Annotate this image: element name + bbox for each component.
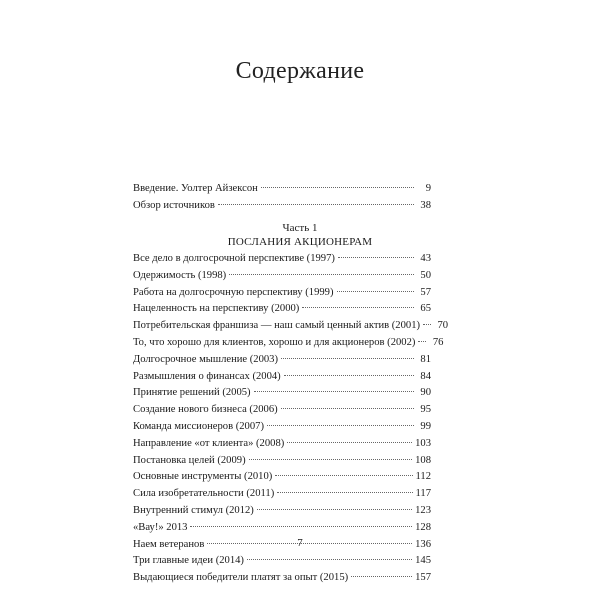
dot-leader bbox=[229, 274, 414, 275]
toc-entry-title: Выдающиеся победители платят за опыт (2015) bbox=[133, 572, 349, 584]
toc-entry-title: Направление «от клиента» (2008) bbox=[133, 437, 285, 449]
toc-entry-page: 108 bbox=[415, 454, 431, 466]
toc-entry bbox=[133, 301, 431, 318]
toc-entry-title: Основные инструменты (2010) bbox=[133, 471, 273, 483]
toc-entry bbox=[133, 352, 431, 369]
toc-entry bbox=[133, 419, 431, 436]
dot-leader bbox=[247, 559, 412, 560]
dot-leader bbox=[418, 341, 426, 342]
toc-entry-title: Наем ветеранов bbox=[133, 538, 205, 550]
toc-entry-page: 65 bbox=[420, 303, 431, 315]
toc-entry-page: 81 bbox=[420, 353, 431, 365]
toc-entry bbox=[133, 369, 431, 386]
toc-entry-page: 145 bbox=[415, 555, 431, 567]
dot-leader bbox=[190, 526, 412, 527]
toc-entry-title: Принятие решений (2005) bbox=[133, 387, 251, 399]
toc-entry bbox=[133, 268, 431, 285]
toc-entry-page: 123 bbox=[415, 504, 431, 516]
toc-entry bbox=[133, 402, 431, 419]
toc-entry-page: 57 bbox=[420, 286, 431, 298]
toc-entry-title: Одержимость (1998) bbox=[133, 269, 227, 281]
toc-entry-title: Нацеленность на перспективу (2000) bbox=[133, 303, 300, 315]
toc-entry-page: 157 bbox=[415, 572, 431, 584]
toc-entry bbox=[133, 181, 431, 198]
dot-leader bbox=[254, 391, 414, 392]
toc-entry-title: Долгосрочное мышление (2003) bbox=[133, 353, 279, 365]
toc-entry-page: 90 bbox=[420, 387, 431, 399]
toc-entry-page: 70 bbox=[437, 320, 449, 332]
toc-entry-page: 50 bbox=[420, 269, 431, 281]
toc-entry-page: 76 bbox=[432, 336, 444, 348]
page-title: Содержание bbox=[235, 58, 365, 84]
toc-entry bbox=[133, 503, 431, 520]
toc-entry-title: Команда миссионеров (2007) bbox=[133, 420, 264, 432]
dot-leader bbox=[218, 204, 414, 205]
dot-leader bbox=[281, 358, 414, 359]
dot-leader bbox=[337, 291, 415, 292]
toc-entry-title: «Вау!» 2013 bbox=[133, 521, 188, 533]
dot-leader bbox=[338, 257, 414, 258]
dot-leader bbox=[277, 492, 412, 493]
toc-entry-title: Размышления о финансах (2004) bbox=[133, 370, 281, 382]
toc-entry-page: 112 bbox=[415, 471, 431, 483]
toc-entry bbox=[133, 553, 431, 570]
toc-entry-page: 43 bbox=[420, 253, 431, 264]
toc-entry-title: Обзор источников bbox=[133, 199, 215, 211]
toc-entry bbox=[133, 285, 431, 302]
dot-leader bbox=[284, 375, 414, 376]
toc-entry bbox=[133, 335, 444, 352]
dot-leader bbox=[257, 509, 412, 510]
toc-intro-list bbox=[133, 181, 431, 215]
part-number: Часть 1 bbox=[282, 222, 318, 234]
toc-entry bbox=[133, 486, 431, 503]
dot-leader bbox=[261, 187, 414, 188]
part-title: ПОСЛАНИЯ АКЦИОНЕРАМ bbox=[227, 236, 373, 248]
toc-entry-page: 117 bbox=[415, 488, 431, 500]
dot-leader bbox=[302, 307, 414, 308]
toc-entry-title: Сила изобретательности (2011) bbox=[133, 488, 275, 500]
dot-leader bbox=[423, 324, 431, 325]
toc-entry bbox=[133, 453, 431, 470]
dot-leader bbox=[281, 408, 414, 409]
toc-entry-page: 84 bbox=[420, 370, 431, 382]
toc-entry-page: 99 bbox=[420, 420, 431, 432]
toc-entry-page: 136 bbox=[415, 538, 431, 550]
toc-entry-title: Создание нового бизнеса (2006) bbox=[133, 404, 278, 416]
toc-entry bbox=[133, 198, 431, 215]
toc-entry bbox=[133, 469, 431, 486]
dot-leader bbox=[249, 459, 413, 460]
dot-leader bbox=[275, 475, 412, 476]
toc-entry-page: 95 bbox=[420, 404, 431, 416]
toc-entry bbox=[133, 385, 431, 402]
dot-leader bbox=[287, 442, 412, 443]
toc-entry-title: Работа на долгосрочную перспективу (1999) bbox=[133, 286, 334, 298]
toc-entry-title: Все дело в долгосрочной перспективе (1997) bbox=[133, 253, 335, 264]
dot-leader bbox=[351, 576, 412, 577]
toc-entry bbox=[133, 570, 431, 587]
toc-entry-page: 128 bbox=[415, 521, 431, 533]
dot-leader bbox=[267, 425, 414, 426]
toc-entry-title: Введение. Уолтер Айзексон bbox=[133, 183, 258, 194]
toc-entry bbox=[133, 436, 431, 453]
toc-entry-title: Внутренний стимул (2012) bbox=[133, 504, 254, 516]
toc-entry bbox=[133, 251, 431, 268]
toc-entry-page: 38 bbox=[420, 199, 431, 211]
page-number: 7 bbox=[297, 537, 303, 549]
toc-entry bbox=[133, 520, 431, 537]
toc-entry-page: 103 bbox=[415, 437, 431, 449]
toc-entry-title: Потребительская франшиза — наш самый ценный актив (2001) bbox=[133, 320, 421, 332]
toc-entry-page: 9 bbox=[425, 183, 431, 194]
toc-entry-title: То, что хорошо для клиентов, хорошо и для акционеров (2002) bbox=[133, 336, 416, 348]
toc-entry bbox=[133, 318, 449, 335]
toc-entry-title: Три главные идеи (2014) bbox=[133, 555, 244, 567]
toc-entry-title: Постановка целей (2009) bbox=[133, 454, 246, 466]
